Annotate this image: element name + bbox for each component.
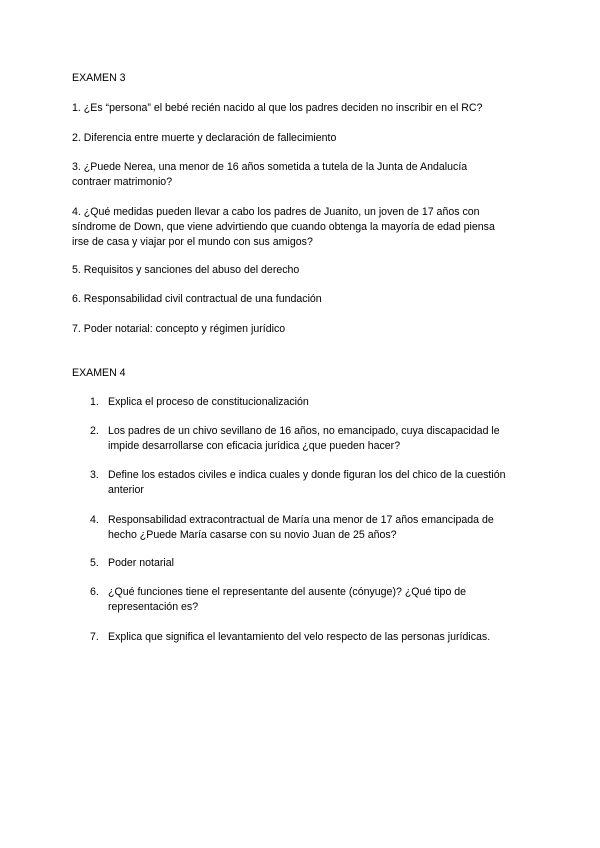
exam3-title: EXAMEN 3 bbox=[72, 72, 126, 84]
exam4-item-1-line-1: Explica el proceso de constitucionalización bbox=[108, 396, 309, 408]
exam3-question-1: 1. ¿Es “persona” el bebé recién nacido al que los padres deciden no inscribir en el RC? bbox=[72, 102, 483, 114]
exam4-item-5-line-1: Poder notarial bbox=[108, 557, 174, 569]
exam4-item-7-line-1: Explica que significa el levantamiento del velo respecto de las personas jurídicas. bbox=[108, 631, 491, 643]
exam4-item-6-line-2: representación es? bbox=[108, 601, 199, 613]
exam4-item-6-line-1: ¿Qué funciones tiene el representante del ausente (cónyuge)? ¿Qué tipo de bbox=[108, 586, 467, 598]
exam4-item-2-number: 2. bbox=[90, 425, 99, 437]
exam3-question-3-line-2: contraer matrimonio? bbox=[72, 176, 173, 188]
exam4-item-1-number: 1. bbox=[90, 396, 99, 408]
exam4-item-4-number: 4. bbox=[90, 514, 99, 526]
exam4-item-4-line-2: hecho ¿Puede María casarse con su novio Juan de 25 años? bbox=[108, 529, 397, 541]
exam3-question-2: 2. Diferencia entre muerte y declaración de fallecimiento bbox=[72, 132, 337, 144]
exam3-question-5: 5. Requisitos y sanciones del abuso del derecho bbox=[72, 264, 300, 276]
exam3-question-4-line-1: 4. ¿Qué medidas pueden llevar a cabo los padres de Juanito, un joven de 17 años con bbox=[72, 206, 480, 218]
exam3-question-4-line-3: irse de casa y viajar por el mundo con sus amigos? bbox=[72, 236, 313, 248]
exam4-item-4-line-1: Responsabilidad extracontractual de María una menor de 17 años emancipada de bbox=[108, 514, 494, 526]
exam4-title: EXAMEN 4 bbox=[72, 367, 126, 379]
exam4-item-7-number: 7. bbox=[90, 631, 99, 643]
exam4-item-2-line-1: Los padres de un chivo sevillano de 16 años, no emancipado, cuya discapacidad le bbox=[108, 425, 500, 437]
exam3-question-4-line-2: síndrome de Down, que viene advirtiendo que cuando obtenga la mayoría de edad piensa bbox=[72, 221, 495, 233]
exam4-item-5-number: 5. bbox=[90, 557, 99, 569]
exam4-item-6-number: 6. bbox=[90, 586, 99, 598]
exam3-question-7: 7. Poder notarial: concepto y régimen jurídico bbox=[72, 323, 286, 335]
exam4-item-2-line-2: impide desarrollarse con eficacia jurídica ¿que pueden hacer? bbox=[108, 440, 401, 452]
exam4-item-3-line-1: Define los estados civiles e indica cuales y donde figuran los del chico de la cuestión bbox=[108, 469, 506, 481]
exam4-item-3-number: 3. bbox=[90, 469, 99, 481]
exam3-question-6: 6. Responsabilidad civil contractual de una fundación bbox=[72, 293, 322, 305]
exam3-question-3-line-1: 3. ¿Puede Nerea, una menor de 16 años sometida a tutela de la Junta de Andalucía bbox=[72, 161, 468, 173]
exam4-item-3-line-2: anterior bbox=[108, 484, 144, 496]
